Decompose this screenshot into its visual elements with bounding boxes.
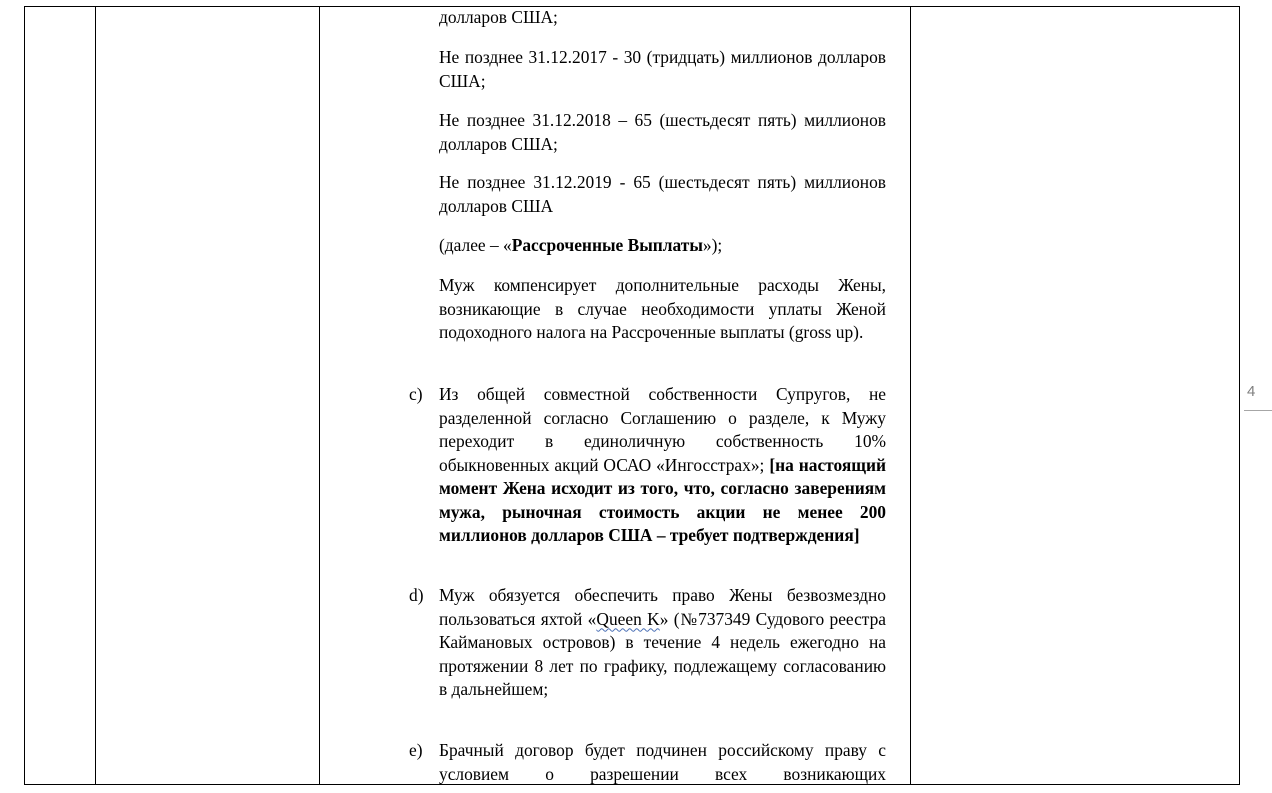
table-column-divider <box>319 6 320 785</box>
payment-2019: Не позднее 31.12.2019 - 65 (шестьдесят пять) миллионов долларов США <box>439 172 886 216</box>
page-number: 4 <box>1247 383 1256 400</box>
item-c-bold-note: [на настоящий момент Жена исходит из того, что, согласно заверениям мужа, рыночная стоимость акции не менее 200 миллионов долларов США – требует подтверждения] <box>439 454 886 545</box>
paragraph-continuation: долларов США; <box>439 7 558 27</box>
item-c-text: Из общей совместной собственности Супругов, не разделенной согласно Соглашению о разделе, к Мужу переходит в единоличную собственность 10% обыкновенных акций ОСАО «Ингосстрах»; <box>439 384 886 475</box>
definition-suffix: »); <box>702 235 723 255</box>
defined-term: Рассроченные Выплаты <box>511 235 703 255</box>
table-column-divider <box>95 6 96 785</box>
definition-prefix: (далее – « <box>439 235 512 255</box>
list-marker-c: c) <box>409 384 423 404</box>
payment-2018: Не позднее 31.12.2018 – 65 (шестьдесят пять) миллионов долларов США; <box>439 110 886 154</box>
gross-up-paragraph: Муж компенсирует дополнительные расходы Жены, возникающие в случае необходимости уплаты Женой подоходного налога на Рассроченные выплаты (gross up). <box>439 275 886 342</box>
item-d-text-post: » (№737349 Судового реестра Каймановых островов) в течение 4 недель ежегодно на протяжении 8 лет по графику, подлежащему согласованию в дальнейшем; <box>439 608 887 699</box>
item-c-paragraph <box>439 383 886 548</box>
list-marker-d: d) <box>409 585 424 605</box>
item-d-paragraph <box>439 584 886 702</box>
item-d-text-pre: Муж обязуется обеспечить право Жены безвозмездно пользоваться яхтой « <box>439 585 886 629</box>
table-column-divider <box>910 6 911 785</box>
installments-definition <box>439 234 886 258</box>
list-marker-e: e) <box>409 740 423 760</box>
item-e-paragraph: Брачный договор будет подчинен российскому праву с условием о разрешении всех возникающих <box>439 740 886 784</box>
payment-2017: Не позднее 31.12.2017 - 30 (тридцать) миллионов долларов США; <box>439 47 886 91</box>
page-number-rule <box>1244 410 1272 411</box>
yacht-name: Queen K <box>596 608 660 629</box>
